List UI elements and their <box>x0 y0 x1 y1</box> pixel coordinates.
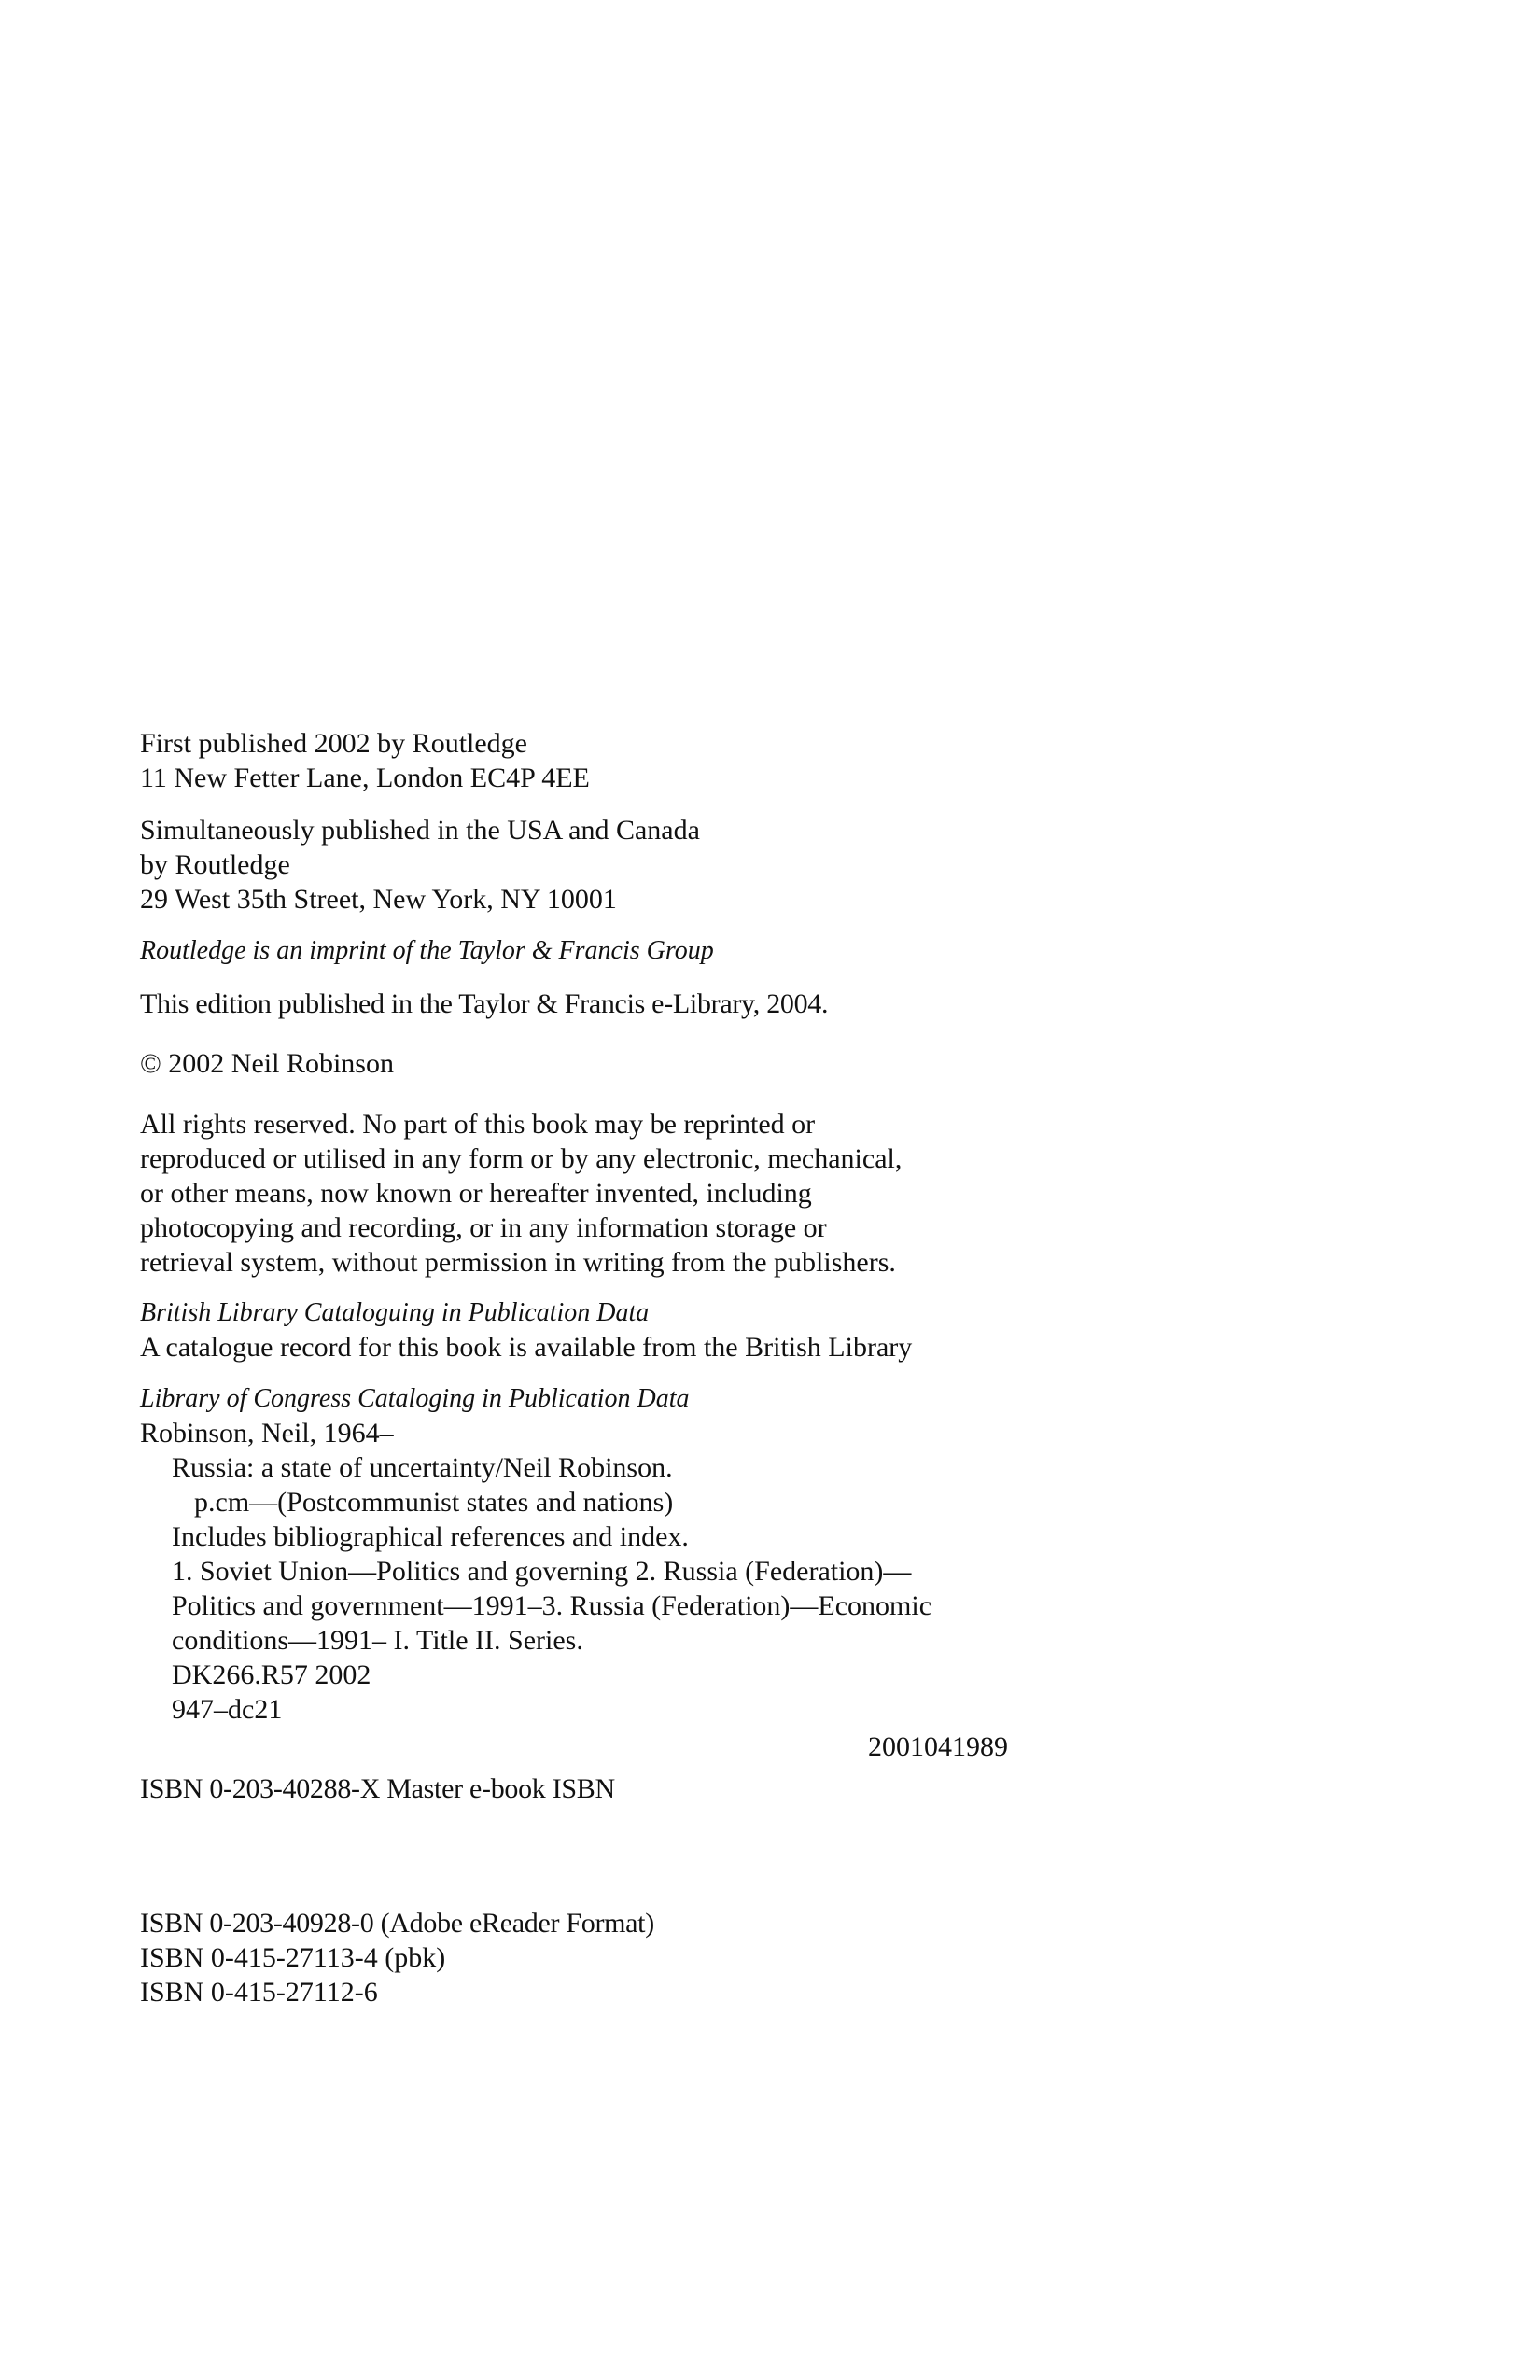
isbn-pbk: ISBN 0-415-27113-4 (pbk) <box>140 1942 446 1973</box>
rights-line: photocopying and recording, or in any information storage or <box>140 1212 827 1243</box>
loc-heading: Library of Congress Cataloging in Publication Data <box>140 1384 690 1413</box>
first-published-line: First published 2002 by Routledge <box>140 728 527 759</box>
rights-block <box>140 1107 1055 1280</box>
uk-address-line: 11 New Fetter Lane, London EC4P 4EE <box>140 763 590 793</box>
loc-title: Russia: a state of uncertainty/Neil Robinson. <box>172 1452 673 1483</box>
british-library-heading: British Library Cataloguing in Publication Data <box>140 1298 650 1327</box>
by-routledge-line: by Routledge <box>140 849 290 880</box>
simultaneous-line: Simultaneously published in the USA and Canada <box>140 815 700 846</box>
elibrary-block <box>140 987 1055 1021</box>
rights-line: All rights reserved. No part of this book may be reprinted or <box>140 1109 816 1140</box>
loc-subject-line: conditions—1991– I. Title II. Series. <box>172 1625 583 1656</box>
isbn-adobe: ISBN 0-203-40928-0 (Adobe eReader Format) <box>140 1908 654 1939</box>
rights-line: or other means, now known or hereafter invented, including <box>140 1178 812 1209</box>
loc-dewey: 947–dc21 <box>172 1694 283 1725</box>
loc-includes: Includes bibliographical references and index. <box>172 1521 689 1552</box>
british-library-block <box>140 1295 1055 1365</box>
publisher-block <box>140 726 1055 795</box>
copyright-block <box>140 1046 1055 1081</box>
imprint-block <box>140 933 1055 968</box>
loc-block <box>140 1381 1055 1727</box>
imprint-line: Routledge is an imprint of the Taylor & Francis Group <box>140 936 714 965</box>
us-publisher-block <box>140 813 1055 917</box>
loc-call-number: DK266.R57 2002 <box>172 1659 371 1690</box>
rights-line: reproduced or utilised in any form or by any electronic, mechanical, <box>140 1143 903 1174</box>
loc-pcm: p.cm—(Postcommunist states and nations) <box>194 1487 674 1518</box>
copyright-line: © 2002 Neil Robinson <box>140 1048 394 1079</box>
loc-subject-line: 1. Soviet Union—Politics and governing 2. Russia (Federation)— <box>172 1556 912 1587</box>
loc-subject-line: Politics and government—1991–3. Russia (Federation)—Economic <box>172 1590 932 1621</box>
isbn-master-block <box>140 1771 1055 1806</box>
british-library-text: A catalogue record for this book is available from the British Library <box>140 1332 913 1363</box>
us-address-line: 29 West 35th Street, New York, NY 10001 <box>140 884 617 915</box>
isbn-master: ISBN 0-203-40288-X Master e-book ISBN <box>140 1773 615 1804</box>
loc-author: Robinson, Neil, 1964– <box>140 1418 394 1449</box>
rights-line: retrieval system, without permission in writing from the publishers. <box>140 1247 896 1278</box>
isbn-block <box>140 1906 1055 2009</box>
elibrary-edition-line: This edition published in the Taylor & Francis e-Library, 2004. <box>140 988 829 1019</box>
isbn-hbk: ISBN 0-415-27112-6 <box>140 1977 378 2008</box>
loc-lccn: 2001041989 <box>868 1731 1008 1762</box>
